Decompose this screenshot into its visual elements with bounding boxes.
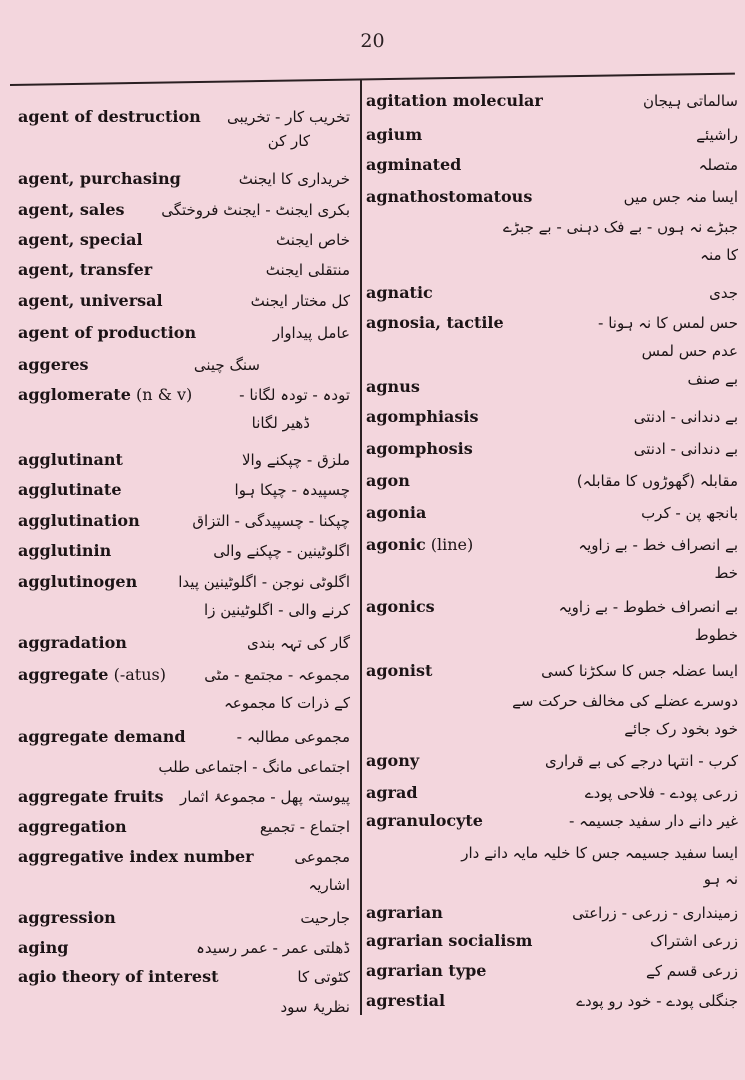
entry — [18, 782, 350, 812]
entry-translation: تخریب کار - تخریبی — [226, 108, 350, 126]
entry-translation: خریداری کا ایجنٹ — [238, 170, 350, 188]
entry-term: agrestial — [366, 991, 446, 1010]
entry — [18, 255, 350, 285]
entry-continuation: خود بخود رک جائے — [624, 720, 738, 738]
entry — [18, 445, 350, 475]
entry-translation: زرعی پودے - فلاحی پودے — [584, 784, 738, 802]
entry — [366, 956, 738, 986]
entry-term: agomphosis — [366, 439, 473, 458]
entry — [366, 308, 738, 338]
entry-translation: ایسا منہ جس میں — [623, 188, 738, 206]
entry-term: aggregative index number — [18, 847, 254, 866]
entry-translation: مجموعی — [294, 848, 350, 866]
entry-translation: بانجھ پن - کرب — [641, 504, 738, 522]
entry-term: agium — [366, 125, 423, 144]
entry-term — [18, 380, 192, 410]
entry-translation: ملزق - چپکنے والا — [242, 451, 350, 469]
entry-translation: سالماتی ہیجان — [643, 92, 738, 110]
entry-term: agent of destruction — [18, 107, 201, 126]
entry-continuation: نہ ہو — [703, 870, 738, 888]
entry — [366, 656, 738, 686]
entry — [18, 164, 350, 194]
entry — [366, 530, 738, 560]
entry-term — [18, 660, 166, 690]
entry-term: aggregate fruits — [18, 787, 164, 806]
entry-translation: بے دندانی - ادنتی — [633, 440, 738, 458]
entry-term: aging — [18, 938, 69, 957]
entry — [18, 225, 350, 255]
term-suffix: (-atus) — [108, 665, 166, 684]
entry-translation: کل مختار ایجنٹ — [250, 292, 350, 310]
entry-translation: مجموعہ - مجتمع - مٹی — [204, 666, 350, 684]
entry-translation: بے انصراف خط - بے زاویہ — [578, 536, 738, 554]
entry — [366, 778, 738, 808]
entry — [18, 628, 350, 658]
entry-term: agglutinogen — [18, 572, 138, 591]
entry-continuation: خطوط — [694, 626, 738, 644]
entry — [366, 806, 738, 836]
entry-term: agglutinin — [18, 541, 112, 560]
entry-continuation: نظریۂ سود — [280, 998, 350, 1016]
entry-continuation: کار کن — [267, 132, 310, 150]
entry-term: agnus — [366, 377, 420, 396]
entry-term: agent, universal — [18, 291, 163, 310]
entry-term: agnathostomatous — [366, 187, 533, 206]
entry — [366, 746, 738, 776]
entry-translation: خاص ایجنٹ — [275, 231, 350, 249]
entry-translation: گار کی تہہ بندی — [247, 634, 350, 652]
term-word: aggregate — [18, 665, 109, 684]
entry-continuation: خط — [714, 564, 738, 582]
entry-translation: زمینداری - زرعی - زراعتی — [572, 904, 738, 922]
entry — [366, 182, 738, 212]
entry-translation: اگلوٹینین - چپکنے والی — [213, 542, 350, 560]
entry-term: aggregation — [18, 817, 127, 836]
entry-term: aggeres — [18, 355, 89, 374]
entry-translation: جدی — [709, 284, 738, 302]
entry-term: agrarian — [366, 903, 443, 922]
entry-term: agony — [366, 751, 420, 770]
entry-translation: کٹوتی کا — [297, 968, 350, 986]
entry-term: agnatic — [366, 283, 433, 302]
entry-translation: مقابلہ (گھوڑوں کا مقابلہ) — [576, 472, 738, 490]
entry — [366, 434, 738, 464]
entry-translation: تودہ - تودہ لگانا - — [239, 386, 350, 404]
entry-translation: ایسا عضلہ جس کا سکڑنا کسی — [541, 662, 738, 680]
entry — [18, 933, 350, 963]
entry-continuation: کرنے والی - اگلوٹینین زا — [204, 601, 350, 619]
entry-term: agrarian socialism — [366, 931, 533, 950]
entry-term: agrad — [366, 783, 418, 802]
entry-translation: منتقلی ایجنٹ — [265, 261, 350, 279]
entry — [366, 466, 738, 496]
entry-term: agent, sales — [18, 200, 125, 219]
entry-translation: بے دندانی - ادنتی — [633, 408, 738, 426]
entry-term: agent, special — [18, 230, 143, 249]
entry — [18, 962, 350, 992]
entry-translation: حس لمس کا نہ ہونا - — [598, 314, 738, 332]
entry-term: agminated — [366, 155, 462, 174]
entry — [18, 350, 350, 380]
entry-term: agglutinate — [18, 480, 122, 499]
entry-continuation: کے ذرات کا مجموعہ — [223, 694, 350, 712]
entry — [18, 903, 350, 933]
entry-term: agent, transfer — [18, 260, 153, 279]
entry-continuation: ڈھیر لگانا — [251, 414, 310, 432]
entry-translation: غیر دانے دار سفید جسیمہ - — [569, 812, 738, 830]
entry — [18, 195, 350, 225]
entry — [18, 812, 350, 842]
entry-term: agonics — [366, 597, 435, 616]
entry — [366, 86, 738, 116]
entry-term: agrarian type — [366, 961, 487, 980]
entry-term: agent, purchasing — [18, 169, 181, 188]
entry-translation: پیوستہ پھل - مجموعۂ اثمار — [180, 788, 350, 806]
entry-term: aggradation — [18, 633, 127, 652]
entry-translation: اگلوٹی نوجن - اگلوٹینین پیدا — [178, 573, 350, 591]
entry-translation: جارحیت — [300, 909, 350, 927]
entry — [366, 278, 738, 308]
entry-translation: کرب - انتہا درجے کی بے قراری — [545, 752, 738, 770]
entry-term: agranulocyte — [366, 811, 483, 830]
entry-translation: ڈھلتی عمر - عمر رسیدہ — [196, 939, 350, 957]
term-suffix: (n & v) — [130, 385, 193, 404]
entry — [18, 506, 350, 536]
header-rule — [10, 73, 735, 86]
entry-continuation: اشاریہ — [308, 876, 350, 894]
entry — [18, 286, 350, 316]
entry-continuation: ایسا سفید جسیمہ جس کا خلیہ مایہ دانے دار — [461, 844, 738, 862]
entry-translation: سنگ چینی — [193, 356, 260, 374]
entry-translation: زرعی اشتراک — [650, 932, 738, 950]
entry-term: agnosia, tactile — [366, 313, 504, 332]
entry-continuation: اجتماعی مانگ - اجتماعی طلب — [158, 758, 350, 776]
entry-continuation: عدم حس لمس — [641, 342, 738, 360]
entry — [366, 120, 738, 150]
entry-continuation: دوسرے عضلے کی مخالف حرکت سے — [512, 692, 738, 710]
entry-term: agonist — [366, 661, 433, 680]
entry — [18, 318, 350, 348]
entry-translation: چپکنا - چسپیدگی - التزاق — [192, 512, 350, 530]
entry-translation: جنگلی پودے - خود رو پودے — [576, 992, 738, 1010]
entry-translation: اجتماع - تجمیع — [259, 818, 350, 836]
entry-translation: بے انصراف خطوط - بے زاویہ — [558, 598, 738, 616]
entry — [366, 986, 738, 1016]
entry-translation: راشیئے — [696, 126, 738, 144]
entry — [366, 402, 738, 432]
entry — [366, 372, 738, 402]
entry-term: aggression — [18, 908, 116, 927]
entry — [18, 536, 350, 566]
entry — [366, 926, 738, 956]
entry-term: agglutinant — [18, 450, 123, 469]
entry-term: aggregate demand — [18, 727, 186, 746]
entry — [366, 150, 738, 180]
entry-translation: زرعی قسم کے — [646, 962, 738, 980]
entry-continuation: بے صنف — [687, 370, 738, 388]
entry-term: agglutination — [18, 511, 140, 530]
entry-term: agomphiasis — [366, 407, 479, 426]
entry — [18, 842, 350, 872]
entry-continuation: جبڑے نہ ہوں - بے فک دہنی - بے جبڑے — [502, 218, 738, 236]
entry — [366, 498, 738, 528]
entry-term: agon — [366, 471, 410, 490]
entry — [18, 722, 350, 752]
entry — [366, 592, 738, 622]
entry-continuation: کا منہ — [700, 246, 738, 264]
entry — [18, 660, 350, 690]
term-word: agonic — [366, 535, 426, 554]
entry-translation: چسپیدہ - چپکا ہوا — [234, 481, 350, 499]
entry-term — [366, 530, 473, 560]
entry-translation: مجموعی مطالبہ - — [236, 728, 350, 746]
term-suffix: (line) — [425, 535, 474, 554]
entry-term: agio theory of interest — [18, 967, 219, 986]
entry-term: agent of production — [18, 323, 197, 342]
entry — [18, 380, 350, 410]
term-word: agglomerate — [18, 385, 131, 404]
column-divider — [360, 80, 362, 1015]
entry — [18, 475, 350, 505]
entry — [366, 898, 738, 928]
entry-term: agonia — [366, 503, 427, 522]
entry-translation: متصلہ — [698, 156, 738, 174]
entry-translation: بکری ایجنٹ - ایجنٹ فروختگی — [161, 201, 350, 219]
page-number: 20 — [360, 30, 385, 52]
entry — [18, 567, 350, 597]
entry-translation: عامل پیداوار — [272, 324, 350, 342]
entry-term: agitation molecular — [366, 91, 543, 110]
